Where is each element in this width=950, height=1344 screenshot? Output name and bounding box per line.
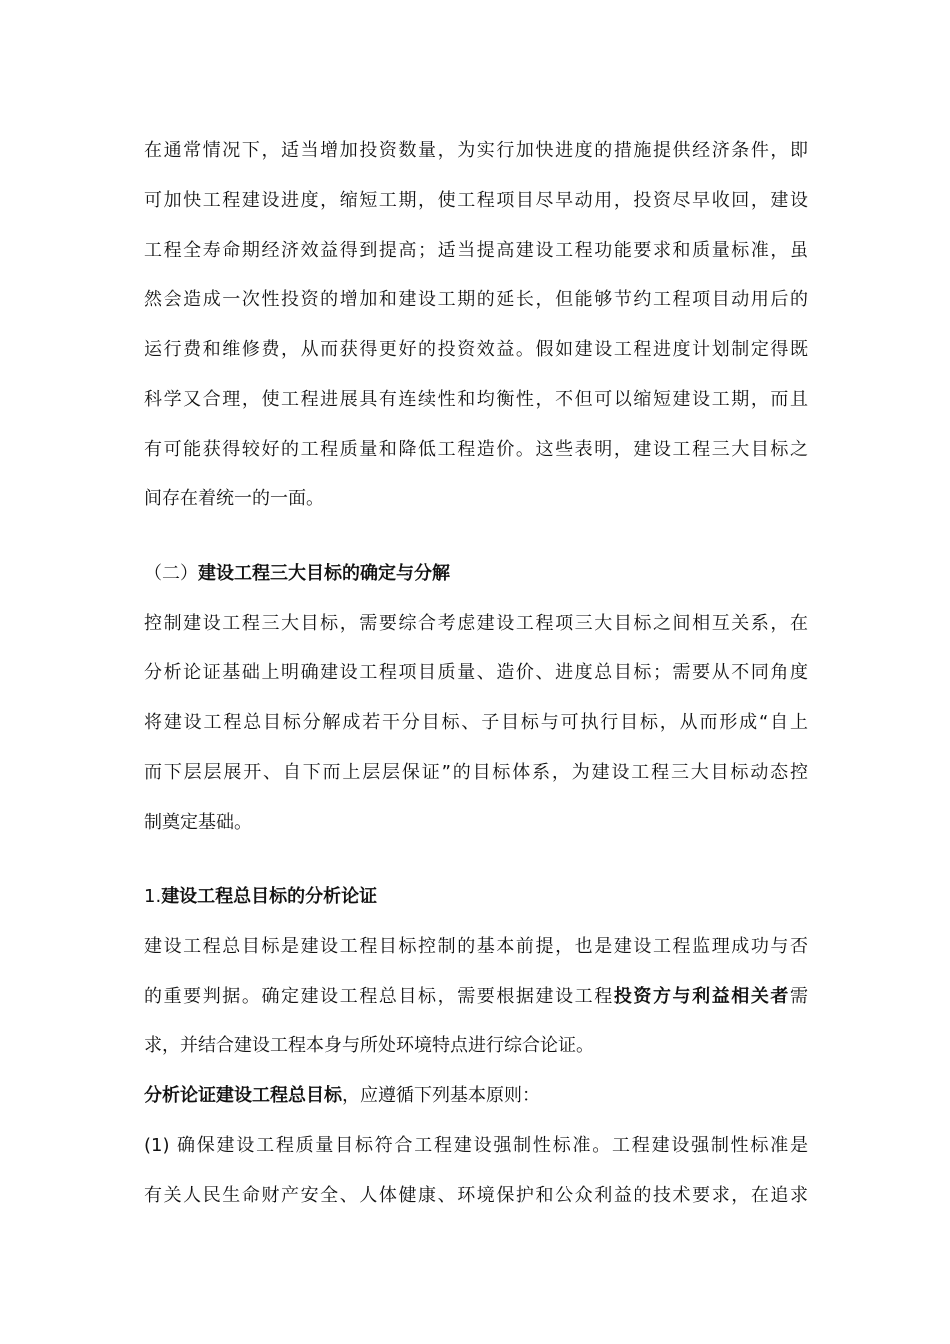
section-heading-2 xyxy=(144,562,808,586)
section-heading-2-prefix: （二） xyxy=(144,563,198,584)
paragraph-2-line-5: 制奠定基础。 xyxy=(144,812,252,833)
paragraph-1-line-6: 科学又合理，使工程进展具有连续性和均衡性，不但可以缩短建设工期，而且 xyxy=(144,389,808,410)
paragraph-3-line-2-text-b: 需 xyxy=(790,986,808,1007)
section-heading-2-title: 建设工程三大目标的确定与分解 xyxy=(198,563,450,584)
paragraph-4-bold: 分析论证建设工程总目标 xyxy=(144,1085,342,1106)
paragraph-1-line-4: 然会造成一次性投资的增加和建设工期的延长，但能够节约工程项目动用后的 xyxy=(144,289,808,310)
paragraph-5-line-1: (1) 确保建设工程质量目标符合工程建设强制性标准。工程建设强制性标准是 xyxy=(144,1135,808,1156)
paragraph-2-line-4: 而下层层展开、自下而上层层保证”的目标体系，为建设工程三大目标动态控 xyxy=(144,762,808,783)
paragraph-1-line-8: 间存在着统一的一面。 xyxy=(144,488,324,509)
paragraph-1-line-5: 运行费和维修费，从而获得更好的投资效益。假如建设工程进度计划制定得既 xyxy=(144,339,808,360)
section-heading-3 xyxy=(144,885,808,909)
paragraph-1-line-3: 工程全寿命期经济效益得到提高；适当提高建设工程功能要求和质量标准，虽 xyxy=(144,240,808,261)
paragraph-2-line-1: 控制建设工程三大目标，需要综合考虑建设工程项三大目标之间相互关系，在 xyxy=(144,613,808,634)
paragraph-1-line-1: 在通常情况下，适当增加投资数量，为实行加快进度的措施提供经济条件，即 xyxy=(144,140,808,161)
paragraph-3-line-2 xyxy=(144,985,808,1009)
paragraph-3-line-3: 求，并结合建设工程本身与所处环境特点进行综合论证。 xyxy=(144,1035,594,1056)
paragraph-3-line-2-text-a: 的重要判据。确定建设工程总目标，需要根据建设工程 xyxy=(144,986,614,1007)
paragraph-2-line-3: 将建设工程总目标分解成若干分目标、子目标与可执行目标，从而形成“自上 xyxy=(144,712,808,733)
paragraph-4-rest: ，应遵循下列基本原则： xyxy=(342,1085,540,1106)
paragraph-4 xyxy=(144,1084,808,1108)
section-heading-3-prefix: 1. xyxy=(144,886,162,907)
paragraph-5-line-2: 有关人民生命财产安全、人体健康、环境保护和公众利益的技术要求，在追求 xyxy=(144,1185,808,1206)
paragraph-1-line-2: 可加快工程建设进度，缩短工期，使工程项目尽早动用，投资尽早收回，建设 xyxy=(144,190,808,211)
section-heading-3-title: 建设工程总目标的分析论证 xyxy=(161,886,378,907)
paragraph-2-line-2: 分析论证基础上明确建设工程项目质量、造价、进度总目标；需要从不同角度 xyxy=(144,662,808,683)
paragraph-3-line-1: 建设工程总目标是建设工程目标控制的基本前提，也是建设工程监理成功与否 xyxy=(144,936,808,957)
paragraph-1-line-7: 有可能获得较好的工程质量和降低工程造价。这些表明，建设工程三大目标之 xyxy=(144,439,808,460)
paragraph-3-line-2-bold: 投资方与利益相关者 xyxy=(613,986,791,1007)
